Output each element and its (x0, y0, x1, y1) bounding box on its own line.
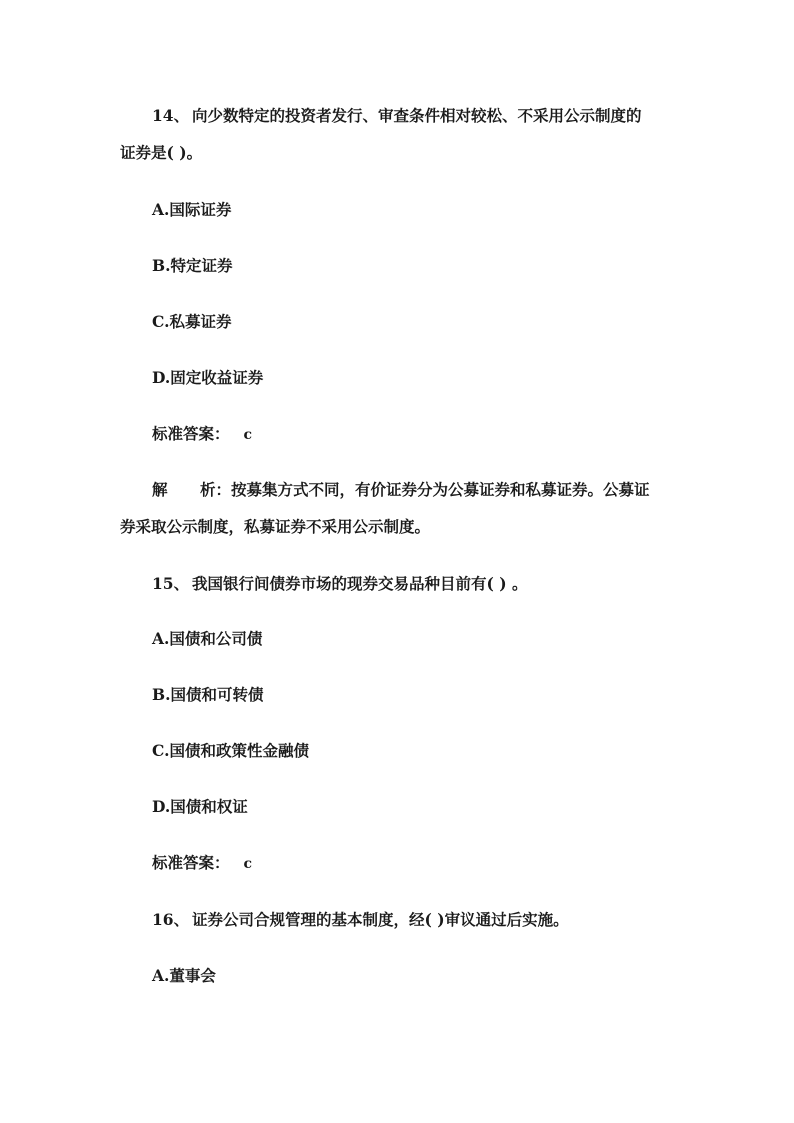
question-16-stem (152, 910, 569, 930)
question-stem-text: 我国银行间债券市场的现券交易品种目前有( ) 。 (192, 574, 528, 593)
analysis-text: 析：按募集方式不同，有价证券分为公募证券和私募证券。公募证 (200, 480, 650, 499)
option-d: D.固定收益证券 (152, 368, 264, 387)
option-c: C.国债和政策性金融债 (152, 741, 309, 760)
question-number: 15、 (152, 574, 190, 593)
question-stem-text: 向少数特定的投资者发行、审查条件相对较松、不采用公示制度的 (192, 106, 642, 125)
option-c: C.私募证券 (152, 312, 232, 331)
option-d: D.国债和权证 (152, 797, 248, 816)
question-stem-text: 证券公司合规管理的基本制度，经( )审议通过后实施。 (192, 910, 569, 929)
question-number: 16、 (152, 910, 190, 929)
question-number: 14、 (152, 106, 190, 125)
answer-label: 标准答案： (152, 853, 230, 872)
analysis-label: 解 (152, 480, 168, 499)
question-15-stem (152, 574, 527, 594)
analysis-continued: 券采取公示制度，私募证券不采用公示制度。 (120, 517, 431, 536)
answer-line (152, 853, 252, 874)
option-b: B.国债和可转债 (152, 685, 264, 704)
answer-label: 标准答案： (152, 424, 230, 443)
answer-value: c (243, 427, 253, 443)
question-14-stem (152, 106, 642, 126)
option-a: A.国债和公司债 (152, 629, 263, 648)
option-b: B.特定证券 (152, 256, 233, 275)
answer-value: c (243, 856, 253, 872)
option-a: A.董事会 (152, 966, 216, 985)
answer-line (152, 424, 252, 445)
option-a: A.国际证券 (152, 200, 232, 219)
question-14-stem-continued: 证券是( )。 (120, 143, 203, 162)
analysis-line (152, 480, 650, 500)
